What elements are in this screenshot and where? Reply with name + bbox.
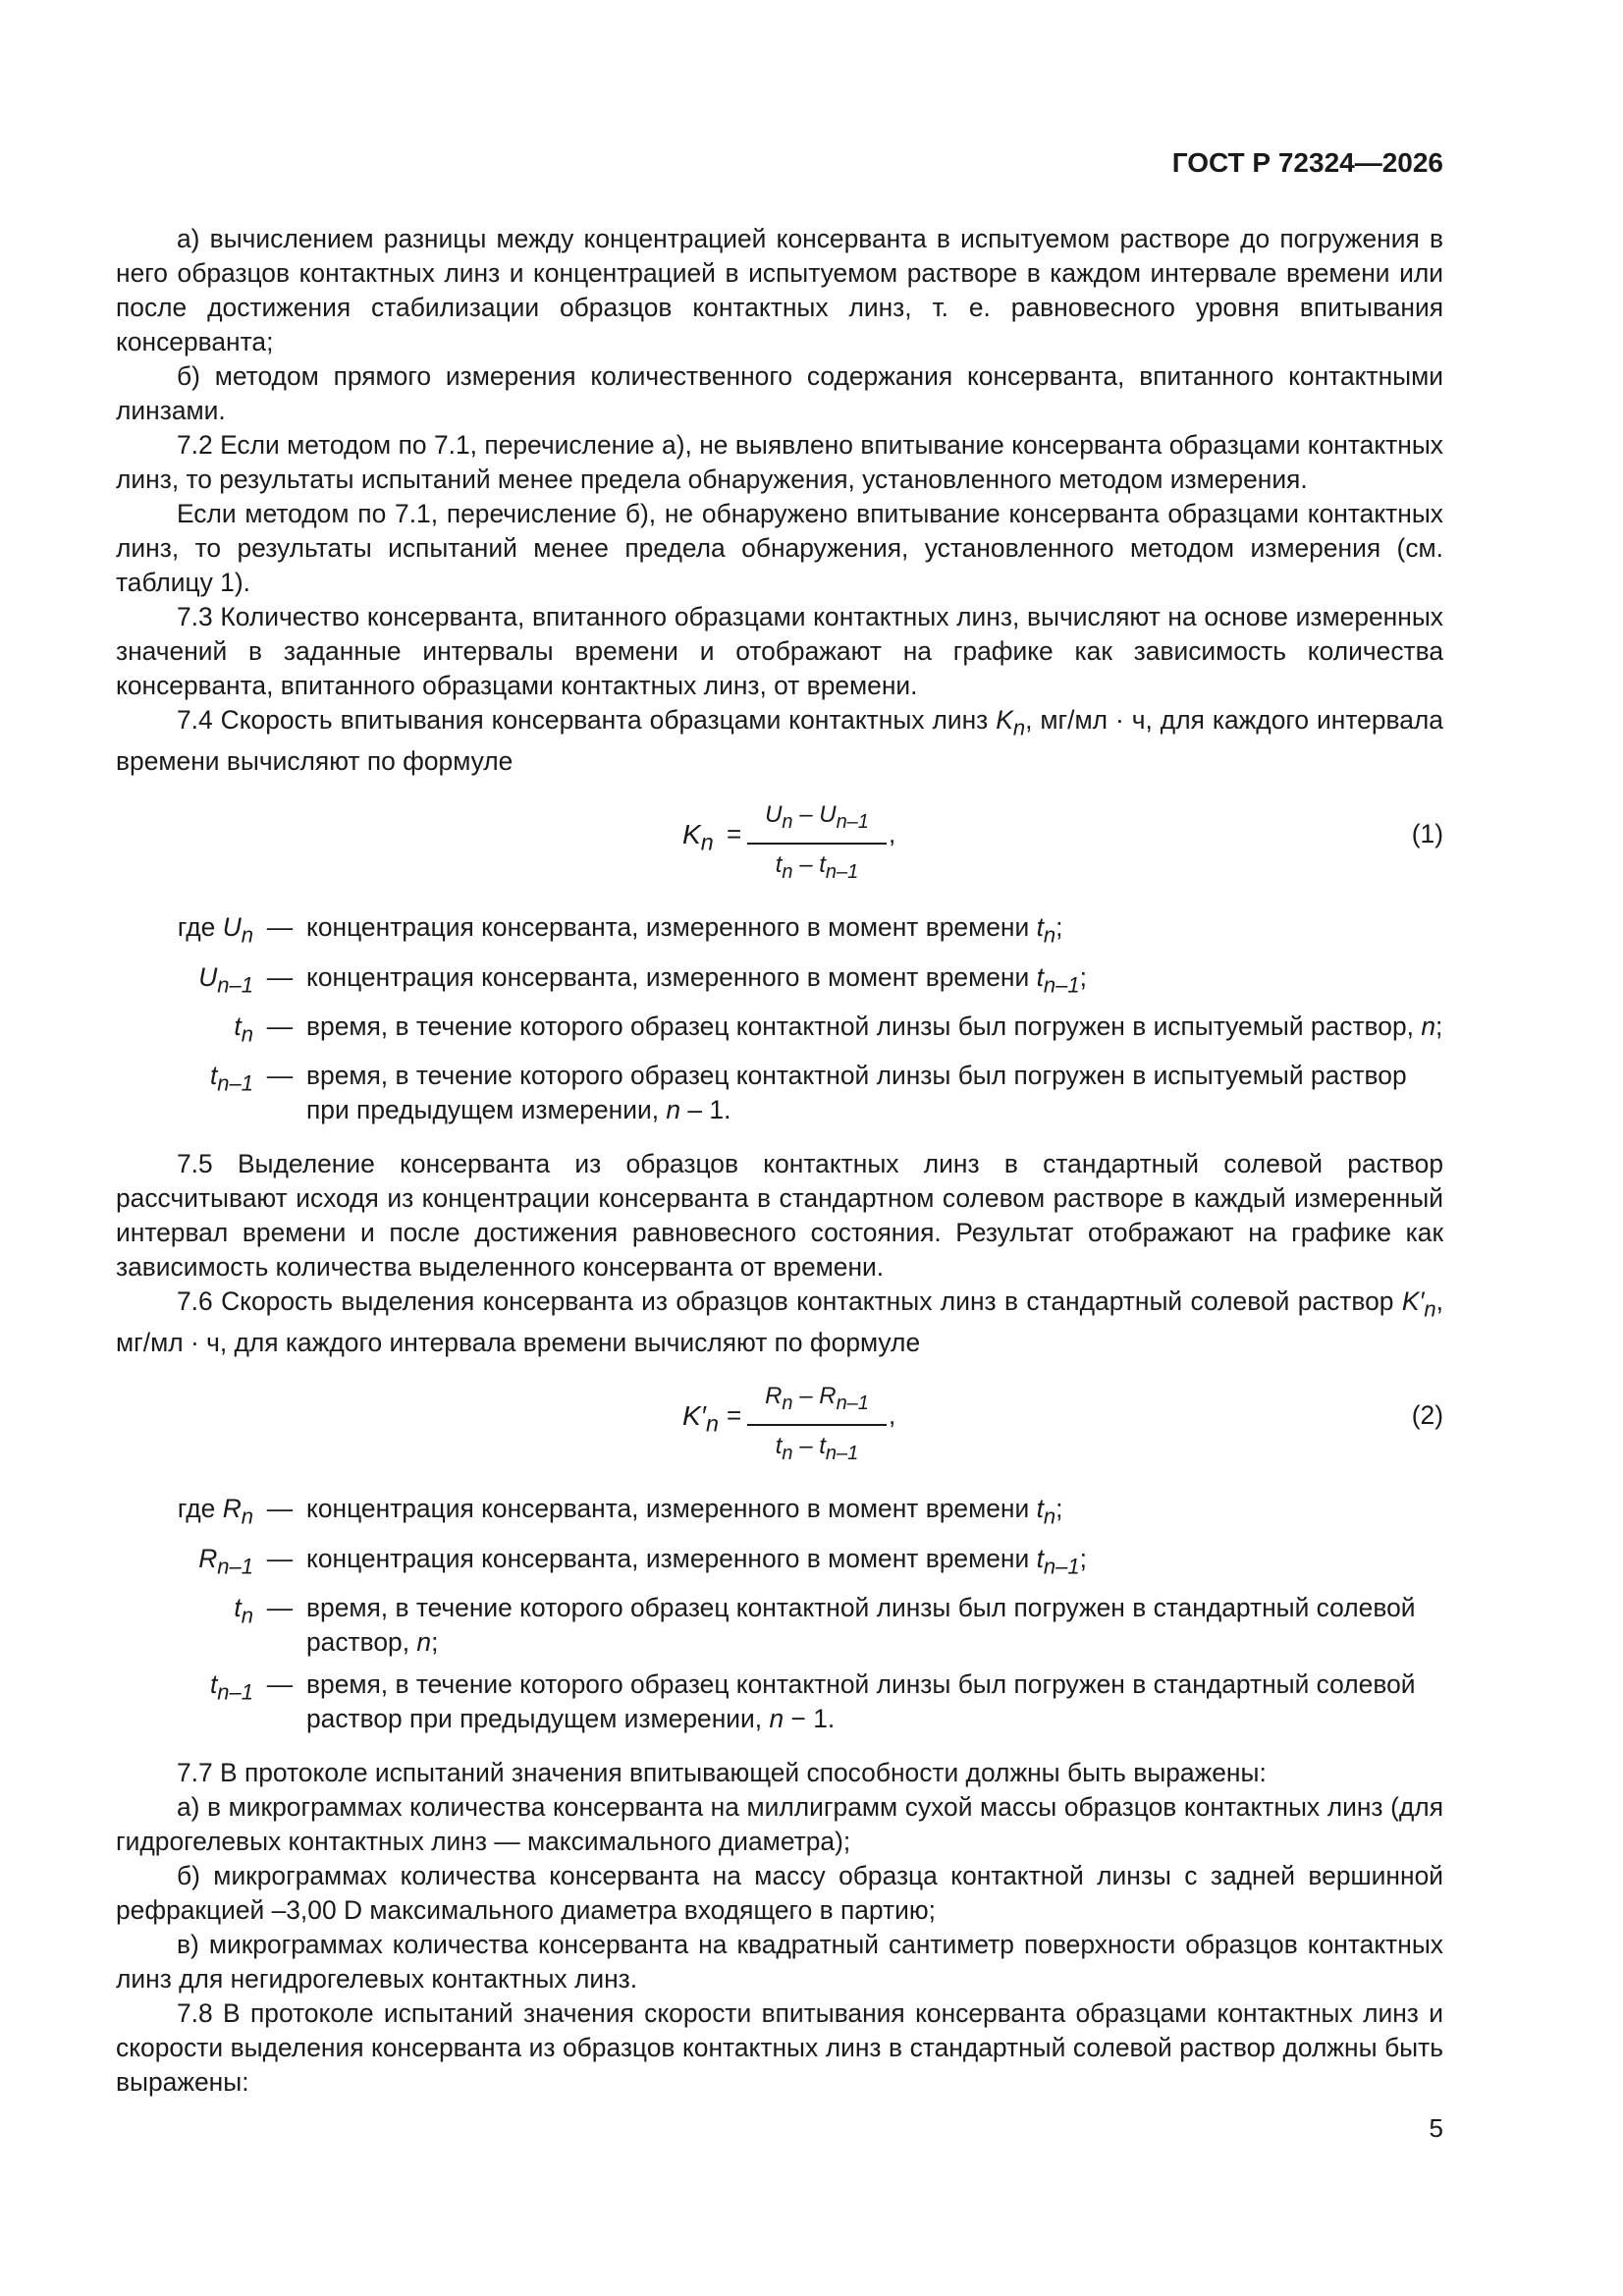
formula-1-lhs: $K_n$ — [682, 819, 714, 855]
paragraph-7-4-unit: , мг/мл · ч, для каждого интервала времени вычисляют по формуле — [116, 705, 1443, 777]
fraction-bar — [747, 843, 887, 845]
definition-row — [116, 1059, 1443, 1127]
symbol-sub-n: n — [1012, 715, 1026, 740]
paragraph-7-6-unit: , мг/мл · ч, для каждого интервала времени вычисляют по формуле — [116, 1286, 1443, 1358]
definition-dash: — — [266, 1592, 294, 1622]
formula-1-numerator: $U_n - U_{n-1}$ — [765, 801, 869, 834]
formula-1-definitions — [116, 910, 1443, 1127]
formula-2-numerator: $R_n - R_{n-1}$ — [765, 1383, 869, 1415]
paragraph-7-7-a: а) в микрограммах количества консерванта на миллиграмм сухой массы образцов контактных линз (для гидрогелевых контактных линз — максимального диаметра); — [116, 1791, 1443, 1856]
definition-text: время, в течение которого образец контактной линзы был погружен в стандартный солевой раствор при предыдущем измерении, n − 1. — [306, 1668, 1416, 1733]
paragraph-7-8: 7.8 В протоколе испытаний значения скорости впитывания консерванта образцами контактных линз и скорости выделения консерванта из образцов контактных линз в стандартный солевой раствор должны быть выражены: — [116, 1997, 1443, 2097]
definition-symbol: где $U_n$ — [177, 912, 253, 948]
paragraph-7-5: 7.5 Выделение консерванта из образцов контактных линз в стандартный солевой раствор рассчитывают исходя из концентрации консерванта в стандартном солевом растворе в каждый измеренный интервал времени и после достижения равновесного состояния. Результат отображают на графике как зависимость количества выделенного консерванта от времени. — [116, 1149, 1443, 1283]
paragraph-7-2-second: Если методом по 7.1, перечисление б), не обнаружено впитывание консерванта образцами контактных линз, то результаты испытаний менее предела обнаружения, установленного методом измерения (см. таблицу 1). — [116, 499, 1443, 597]
paragraph-7-7-c: в) микрограммах количества консерванта на квадратный сантиметр поверхности образцов контактных линз для негидрогелевых контактных линз. — [116, 1929, 1443, 1994]
paragraph-7-6: 7.6 Скорость выделения консерванта из образцов контактных линз в стандартный солевой раствор $K'_n$, мг/мл · ч, для каждого интервала времени вычисляют по формуле — [116, 1286, 1443, 1358]
definition-text: концентрация консерванта, измеренного в момент времени $t_{n-1}$; — [306, 961, 1087, 997]
paragraph-7-7-b: б) микрограммах количества консерванта на массу образца контактной линзы с задней вершинной рефракцией –3,00 D максимального диаметра входящего в партию; — [116, 1860, 1443, 1925]
paragraph-7-6-text: 7.6 Скорость выделения консерванта из образцов контактных линз в стандартный солевой раствор — [177, 1286, 1394, 1317]
definition-row — [116, 1010, 1443, 1051]
formula-2-number: (2) — [1411, 1400, 1443, 1431]
document-id-header: ГОСТ Р 72324—2026 — [1171, 147, 1443, 178]
formula-1-expression — [682, 796, 1036, 883]
formula-1-equals: = — [727, 819, 742, 849]
definition-dash: — — [266, 961, 294, 992]
definition-symbol: $U_{n-1}$ — [198, 961, 253, 997]
definition-dash: — — [266, 1011, 294, 1041]
symbol-k: K — [996, 705, 1013, 735]
paragraph-7-4-text: 7.4 Скорость впитывания консерванта образцами контактных линз — [177, 705, 989, 735]
definition-row — [116, 1542, 1443, 1583]
formula-1 — [116, 796, 1443, 883]
definition-row — [116, 1667, 1443, 1736]
page-number: 5 — [1429, 2113, 1443, 2143]
definition-dash: — — [266, 1494, 294, 1524]
definition-text: концентрация консерванта, измеренного в момент времени $t_{n-1}$; — [306, 1543, 1087, 1578]
definition-row — [116, 960, 1443, 1002]
definition-text: время, в течение которого образец контактной линзы был погружен в стандартный солевой раствор, n; — [306, 1592, 1416, 1657]
formula-2-definitions — [116, 1492, 1443, 1736]
formula-2 — [116, 1378, 1443, 1464]
formula-2-fraction — [747, 1378, 887, 1471]
definition-dash: — — [266, 912, 294, 943]
paragraph-7-4 — [116, 703, 1443, 779]
formula-1-comma: , — [889, 819, 896, 849]
formula-2-lhs: $K'_n$ — [682, 1400, 719, 1437]
formula-2-comma: , — [889, 1400, 896, 1431]
definition-symbol: $t_n$ — [234, 1011, 253, 1047]
definition-row — [116, 1492, 1443, 1533]
formula-1-denominator: $t_n - t_{n-1}$ — [775, 850, 859, 883]
definition-text: время, в течение которого образец контактной линзы был погружен в испытуемый раствор, n; — [306, 1011, 1443, 1041]
definition-dash: — — [266, 1543, 294, 1573]
definition-dash: — — [266, 1668, 294, 1699]
definition-row — [116, 1591, 1443, 1660]
definition-symbol: $t_{n-1}$ — [209, 1668, 253, 1705]
paragraph-7-3: 7.3 Количество консерванта, впитанного образцами контактных линз, вычисляют на основе измеренных значений в заданные интервалы времени и отображают на графике как зависимость количества консерванта, впитанного образцами контактных линз, от времени. — [116, 602, 1443, 700]
formula-2-equals: = — [727, 1400, 742, 1431]
paragraph-7-7: 7.7 В протоколе испытаний значения впитывающей способности должны быть выражены: — [177, 1757, 1267, 1787]
fraction-bar — [747, 1424, 887, 1426]
paragraph-7-2: 7.2 Если методом по 7.1, перечисление а), не выявлено впитывание консерванта образцами контактных линз, то результаты испытаний менее предела обнаружения, установленного методом измерения. — [116, 430, 1443, 494]
formula-2-expression — [682, 1378, 1036, 1464]
paragraph-7-1-a: а) вычислением разницы между концентрацией консерванта в испытуемом растворе до погружения в него образцов контактных линз и концентрацией в испытуемом растворе в каждом интервале времени или после достижения стабилизации образцов контактных линз, т. е. равновесного уровня впитывания консерванта; — [116, 224, 1443, 356]
formula-1-fraction — [747, 796, 887, 890]
formula-2-denominator: $t_n - t_{n-1}$ — [775, 1432, 859, 1464]
definition-text: время, в течение которого образец контактной линзы был погружен в испытуемый раствор при предыдущем измерении, n – 1. — [306, 1061, 1407, 1125]
document-body — [116, 222, 1443, 2100]
paragraph-7-1-b: б) методом прямого измерения количественного содержания консерванта, впитанного контактными линзами. — [116, 361, 1443, 425]
definition-symbol: $t_{n-1}$ — [209, 1061, 253, 1096]
definition-symbol: где $R_n$ — [177, 1494, 253, 1529]
definition-symbol: $t_n$ — [234, 1592, 253, 1628]
definition-symbol: $R_{n-1}$ — [198, 1543, 253, 1578]
symbol-k-prime: K′ — [1401, 1286, 1425, 1317]
definition-row — [116, 910, 1443, 952]
definition-text: концентрация консерванта, измеренного в момент времени $t_n$; — [306, 912, 1063, 948]
definition-text: концентрация консерванта, измеренного в момент времени $t_n$; — [306, 1494, 1063, 1529]
formula-1-number: (1) — [1411, 819, 1443, 849]
definition-dash: — — [266, 1061, 294, 1091]
